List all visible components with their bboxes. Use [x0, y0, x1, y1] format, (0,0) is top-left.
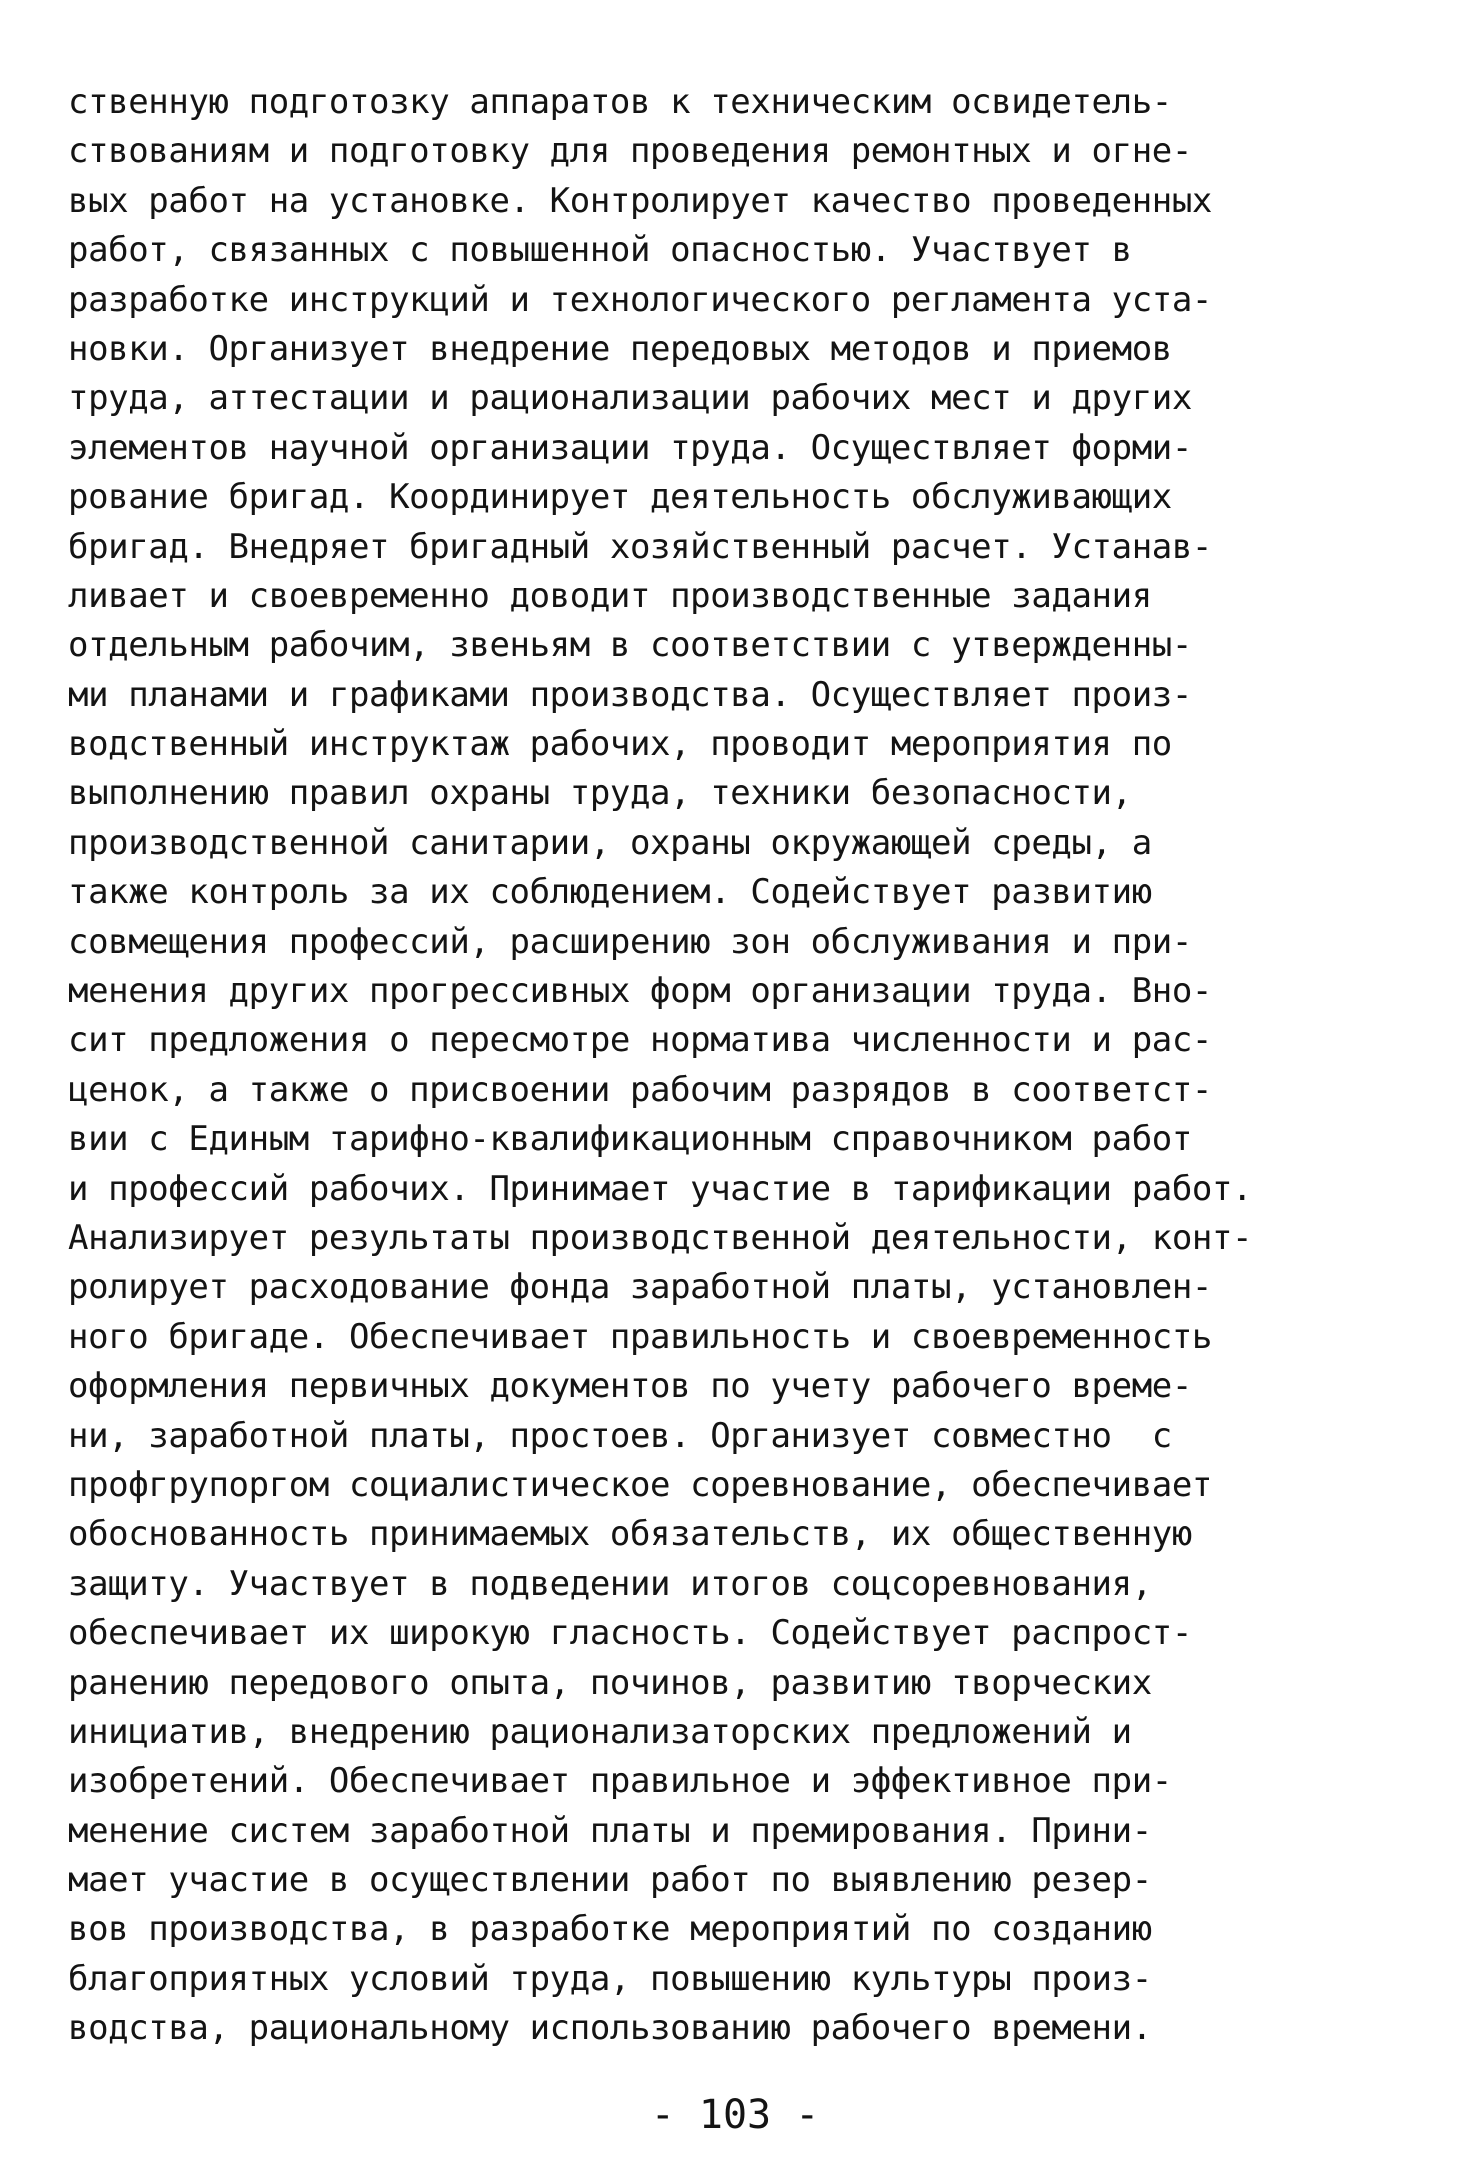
text-line: совмещения профессий, расширению зон обслуживания и при-: [68, 921, 1192, 962]
text-line: обеспечивает их широкую гласность. Содействует распрост-: [68, 1613, 1192, 1654]
text-line: ного бригаде. Обеспечивает правильность и своевременность: [68, 1316, 1212, 1357]
text-line: мает участие в осуществлении работ по выявлению резер-: [68, 1860, 1152, 1901]
text-line: защиту. Участвует в подведении итогов соцсоревнования,: [68, 1563, 1152, 1604]
text-line: вии с Единым тарифно-квалификационным справочником работ: [68, 1119, 1192, 1160]
text-line: оформления первичных документов по учету рабочего време-: [68, 1366, 1192, 1407]
text-line: водственный инструктаж рабочих, проводит мероприятия по: [68, 724, 1172, 765]
text-line: работ, связанных с повышенной опасностью. Участвует в: [68, 230, 1132, 271]
text-line: профгрупоргом социалистическое соревнование, обеспечивает: [68, 1464, 1212, 1505]
text-line: отдельным рабочим, звеньям в соответствии с утвержденны-: [68, 625, 1192, 666]
text-line: разработке инструкций и технологического регламента уста-: [68, 279, 1212, 320]
text-line: менения других прогрессивных форм организации труда. Вно-: [68, 971, 1212, 1012]
text-line: обоснованность принимаемых обязательств, их общественную: [68, 1514, 1192, 1555]
text-line: водства, рациональному использованию рабочего времени.: [68, 2008, 1152, 2049]
text-line: ствованиям и подготовку для проведения ремонтных и огне-: [68, 131, 1192, 172]
text-line: ролирует расходование фонда заработной платы, установлен-: [68, 1267, 1212, 1308]
text-line: также контроль за их соблюдением. Содействует развитию: [68, 872, 1152, 913]
text-line: рование бригад. Координирует деятельность обслуживающих: [68, 477, 1172, 518]
text-line: сит предложения о пересмотре норматива численности и рас-: [68, 1020, 1212, 1061]
text-line: вов производства, в разработке мероприятий по созданию: [68, 1909, 1152, 1950]
text-line: выполнению правил охраны труда, техники безопасности,: [68, 773, 1132, 814]
text-line: вых работ на установке. Контролирует качество проведенных: [68, 180, 1212, 221]
text-line: ливает и своевременно доводит производственные задания: [68, 575, 1152, 616]
text-line: ственную подготозку аппаратов к техническим освидетель-: [68, 82, 1172, 122]
body-text: [68, 78, 1408, 2054]
text-line: менение систем заработной платы и премирования. Прини-: [68, 1810, 1152, 1851]
text-line: ни, заработной платы, простоев. Организует совместно с: [68, 1415, 1172, 1456]
text-line: новки. Организует внедрение передовых методов и приемов: [68, 328, 1172, 369]
page-number: - 103 -: [650, 2092, 820, 2138]
text-line: ранению передового опыта, починов, развитию творческих: [68, 1662, 1152, 1703]
text-line: Анализирует результаты производственной деятельности, конт-: [68, 1217, 1253, 1258]
text-line: производственной санитарии, охраны окружающей среды, а: [68, 822, 1152, 863]
text-line: и профессий рабочих. Принимает участие в тарификации работ.: [68, 1168, 1253, 1209]
text-line: изобретений. Обеспечивает правильное и эффективное при-: [68, 1761, 1172, 1802]
text-line: ми планами и графиками производства. Осуществляет произ-: [68, 674, 1192, 715]
text-line: труда, аттестации и рационализации рабочих мест и других: [68, 378, 1192, 419]
text-line: инициатив, внедрению рационализаторских предложений и: [68, 1711, 1132, 1752]
text-line: элементов научной организации труда. Осуществляет форми-: [68, 427, 1192, 468]
text-line: благоприятных условий труда, повышению культуры произ-: [68, 1958, 1152, 1999]
text-line: бригад. Внедряет бригадный хозяйственный расчет. Устанав-: [68, 526, 1212, 567]
text-line: ценок, а также о присвоении рабочим разрядов в соответст-: [68, 1069, 1212, 1110]
